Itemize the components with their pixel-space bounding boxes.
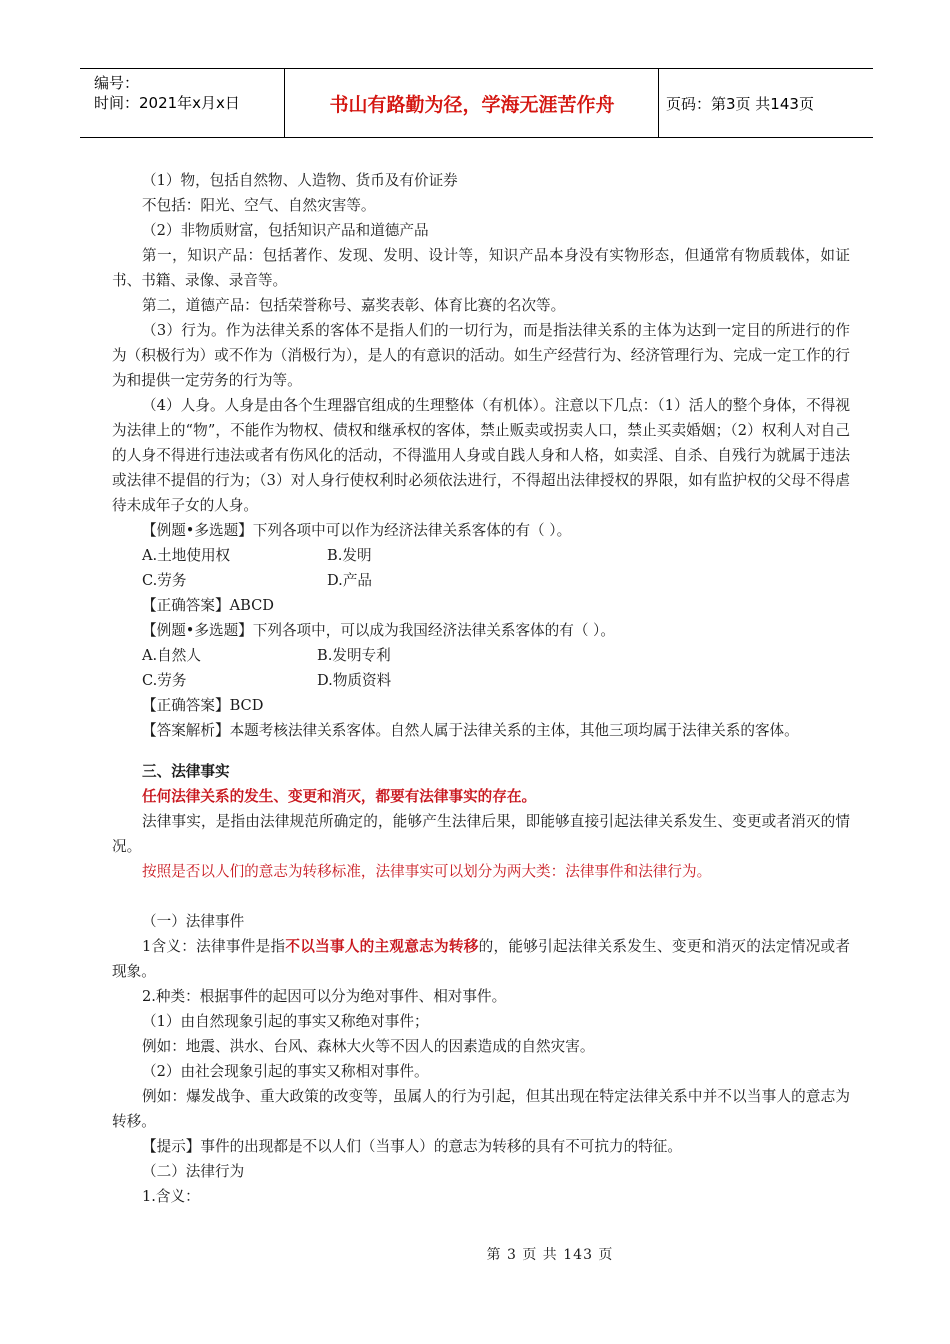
paragraph: 第一，知识产品：包括著作、发现、发明、设计等，知识产品本身没有实物形态，但通常有物质载体，如证书、书籍、录像、录音等。 (112, 247, 850, 289)
paragraph: （1）由自然现象引起的事实又称绝对事件； (142, 1013, 429, 1030)
text-run: 的，能够引起法律关系发生、变更和消灭的法定情况或者现象。 (112, 938, 850, 980)
text-run: 1含义：法律事件是指 (142, 938, 286, 955)
paragraph: （1）物，包括自然物、人造物、货币及有价证券 (142, 172, 458, 189)
option-row (112, 543, 850, 568)
footer-page-number: 第 3 页 共 143 页 (486, 1247, 614, 1263)
key-statement: 按照是否以人们的意志为转移标准，法律事实可以划分为两大类：法律事件和法律行为。 (142, 863, 712, 880)
paragraph: 例如：地震、洪水、台风、森林大火等不因人的因素造成的自然灾害。 (142, 1038, 595, 1055)
subsection-heading: （二）法律行为 (142, 1163, 245, 1180)
page-footer (0, 1244, 950, 1264)
document-body (112, 168, 850, 1209)
paragraph: 例如：爆发战争、重大政策的改变等，虽属人的行为引起，但其出现在特定法律关系中并不以当事人的意志为转移。 (112, 1088, 850, 1130)
option: B.发明 (327, 547, 372, 564)
paragraph: 2.种类：根据事件的起因可以分为绝对事件、相对事件。 (142, 988, 507, 1005)
option-row (112, 643, 850, 668)
option: D.产品 (327, 572, 373, 589)
page-header (80, 68, 873, 138)
option-row (112, 668, 850, 693)
question-stem: 【例题•多选题】下列各项中可以作为经济法律关系客体的有（ ）。 (142, 522, 572, 539)
option: D.物质资料 (317, 672, 392, 689)
paragraph: 不包括：阳光、空气、自然灾害等。 (142, 197, 376, 214)
answer: 【正确答案】BCD (142, 697, 264, 714)
paragraph: （4）人身。人身是由各个生理器官组成的生理整体（有机体）。注意以下几点：（1）活人的整个身体，不得视为法律上的“物”，不能作为物权、债权和继承权的客体，禁止贩卖或拐卖人口，禁止买卖婚姻；（2）权利人对自己的人身不得进行违法或者有伤风化的活动，不得滥用人身或自践人身和人格，如卖淫、自杀、自残行为就属于违法或法律不提倡的行为；（3）对人身行使权利时必须依法进行，不得超出法律授权的界限，如有监护权的父母不得虐待未成年子女的人身。 (112, 397, 850, 514)
answer: 【正确答案】ABCD (142, 597, 274, 614)
tip: 【提示】事件的出现都是不以人们（当事人）的意志为转移的具有不可抗力的特征。 (142, 1138, 682, 1155)
paragraph: （2）非物质财富，包括知识产品和道德产品 (142, 222, 429, 239)
document-date: 时间：2021年x月x日 (94, 94, 240, 112)
section-heading: 三、法律事实 (142, 763, 230, 780)
option: C.劳务 (142, 572, 187, 589)
option: A.自然人 (142, 647, 201, 664)
header-meta (94, 73, 240, 113)
paragraph: 第二，道德产品：包括荣誉称号、嘉奖表彰、体育比赛的名次等。 (142, 297, 566, 314)
answer-analysis: 【答案解析】本题考核法律关系客体。自然人属于法律关系的主体，其他三项均属于法律关系的客体。 (142, 722, 799, 739)
header-divider (658, 69, 659, 137)
option: A.土地使用权 (142, 547, 231, 564)
option: C.劳务 (142, 672, 187, 689)
paragraph (112, 934, 850, 984)
document-number: 编号： (94, 74, 140, 92)
option: B.发明专利 (317, 647, 391, 664)
paragraph: （2）由社会现象引起的事实又称相对事件。 (142, 1063, 429, 1080)
option-row (112, 568, 850, 593)
header-motto: 书山有路勤为径，学海无涯苦作舟 (329, 93, 615, 116)
question-stem: 【例题•多选题】下列各项中，可以成为我国经济法律关系客体的有（ ）。 (142, 622, 615, 639)
paragraph: 法律事实，是指由法律规范所确定的，能够产生法律后果，即能够直接引起法律关系发生、变更或者消灭的情况。 (112, 813, 850, 855)
highlight-text: 不以当事人的主观意志为转移 (285, 938, 479, 955)
paragraph: （3）行为。作为法律关系的客体不是指人们的一切行为，而是指法律关系的主体为达到一定目的所进行的作为（积极行为）或不作为（消极行为），是人的有意识的活动。如生产经营行为、经济管理行为、完成一定工作的行为和提供一定劳务的行为等。 (112, 322, 850, 389)
key-statement: 任何法律关系的发生、变更和消灭，都要有法律事实的存在。 (142, 788, 537, 805)
subsection-heading: （一）法律事件 (142, 913, 245, 930)
header-page-number: 页码：第3页 共143页 (666, 94, 814, 113)
header-divider (284, 69, 285, 137)
paragraph: 1.含义： (142, 1188, 200, 1205)
